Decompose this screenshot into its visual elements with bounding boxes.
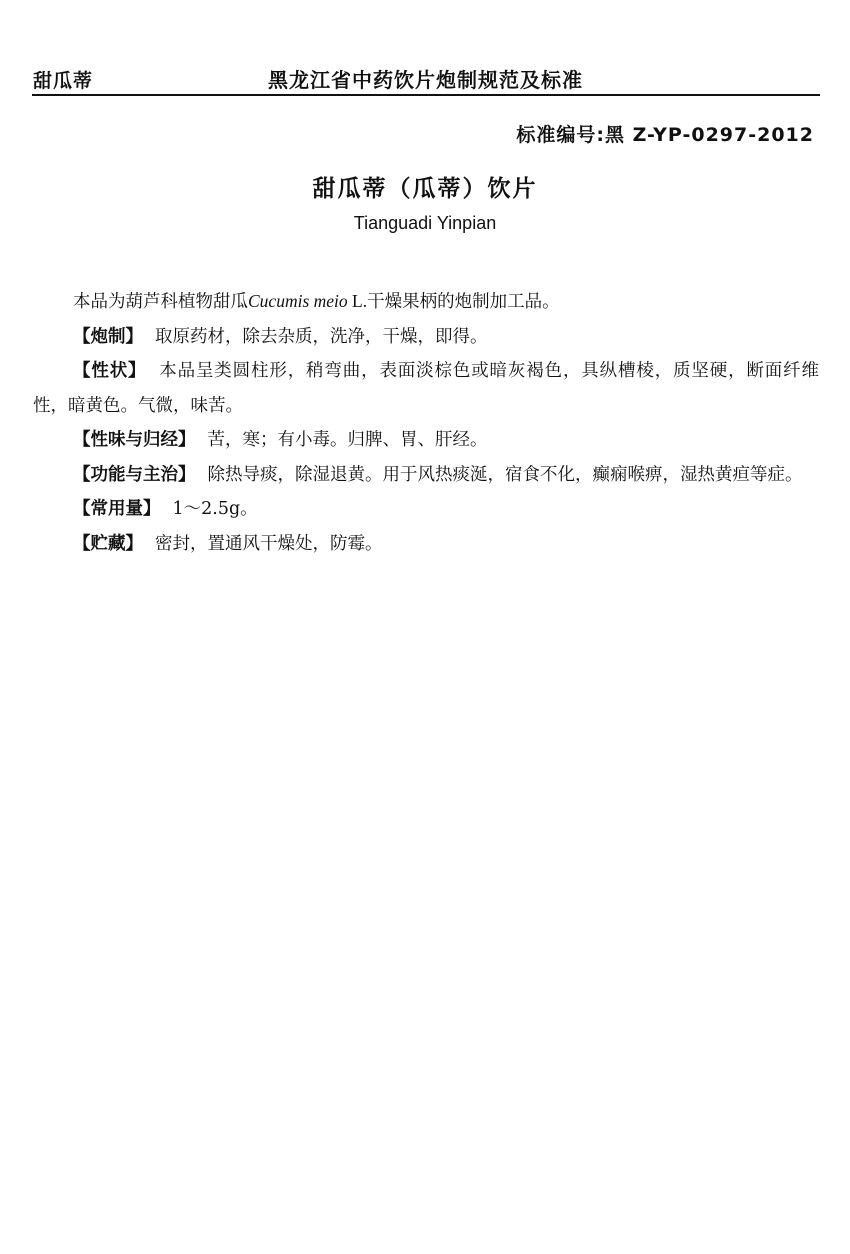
intro-text-before: 本品为葫芦科植物甜瓜 [73,292,248,312]
section-label: 【功能与主治】 [73,464,196,485]
section-storage [33,527,819,562]
page-title: 甜瓜蒂（瓜蒂）饮片 [312,176,538,202]
standard-number: 标准编号:黑 Z-YP-0297-2012 [516,124,814,146]
header-rule [32,94,820,96]
intro-paragraph [33,284,819,320]
running-head-title: 黑龙江省中药饮片炮制规范及标准 [268,68,583,92]
section-label: 【性味与归经】 [73,430,196,450]
monograph-body [33,284,819,561]
section-label: 【性状】 [73,361,147,381]
latin-author: L. [347,291,368,311]
section-label: 【炮制】 [73,326,143,347]
page-subtitle: Tianguadi Yinpian [353,213,497,233]
section-text: 本品呈类圆柱形，稍弯曲，表面淡棕色或暗灰褐色，具纵槽棱，质坚硬，断面纤维性，暗黄色。气微，味苦。 [33,361,820,416]
intro-text-after: 干燥果柄的炮制加工品。 [367,292,560,312]
section-text: 1～2.5g。 [172,499,258,519]
latin-species-name: Cucumis meio [248,291,348,311]
section-label: 【贮藏】 [73,533,143,554]
section-text: 密封，置通风干燥处，防霉。 [155,533,383,554]
section-dosage [33,492,819,527]
section-label: 【常用量】 [73,499,161,519]
section-text: 取原药材，除去杂质，洗净，干燥，即得。 [155,326,488,347]
running-head-left: 甜瓜蒂 [33,70,94,92]
section-description [33,354,819,423]
section-text: 除热导痰，除湿退黄。用于风热痰涎，宿食不化，癫痫喉痹，湿热黄疸等症。 [207,464,803,485]
section-processing [33,320,819,355]
section-property-meridian [33,423,819,458]
section-function-indication [33,458,819,493]
section-text: 苦，寒；有小毒。归脾、胃、肝经。 [207,430,488,450]
